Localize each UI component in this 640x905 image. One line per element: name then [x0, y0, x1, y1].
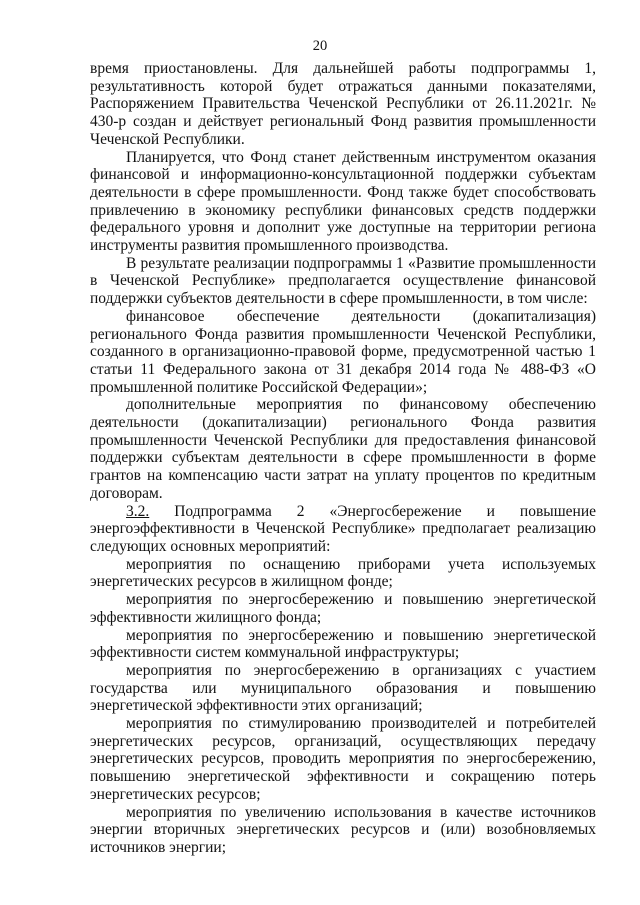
page-number: 20 [312, 38, 328, 54]
list-item-fund-financing: финансовое обеспечение деятельности (докапитализация) регионального Фонда развития промышленности Чеченской Республики, созданного в организационно-правовой форме, предусмотренной частью 1 статьи 11 Федерального закона от 31 декабря 2014 года № 488-ФЗ «О промышленной политике Российской Федерации»; [90, 307, 596, 396]
measure-item: мероприятия по энергосбережению и повышению энергетической эффективности жилищного фонда; [90, 591, 596, 626]
measure-item: мероприятия по увеличению использования в качестве источников энергии вторичных энергетических ресурсов и (или) возобновляемых источников энергии; [90, 803, 596, 856]
paragraph-subprogram-1-results: В результате реализации подпрограммы 1 «Развитие промышленности в Чеченской Республике» предполагается осуществление финансовой поддержки субъектов деятельности в сфере промышленности, в том числе: [90, 254, 596, 308]
paragraph-fund-purpose: Планируется, что Фонд станет действенным инструментом оказания финансовой и информационно-консультационной поддержки субъектам деятельности в сфере промышленности. Фонд также будет способствовать привлечению в экономику республики финансовых средств поддержки федерального уровня и дополнит уже доступные на территории региона инструменты развития промышленного производства. [90, 148, 596, 255]
section-3-2-text: Подпрограмма 2 «Энергосбережение и повышение энергоэффективности в Чеченской Республике» предполагает реализацию следующих основных мероприятий: [90, 502, 596, 555]
measure-item: мероприятия по энергосбережению и повышению энергетической эффективности систем коммунальной инфраструктуры; [90, 626, 596, 662]
document-body [90, 60, 596, 857]
measure-item: мероприятия по энергосбережению в организациях с участием государства или муниципального образования и повышению энергетической эффективности этих организаций; [90, 661, 596, 715]
measure-item: мероприятия по стимулированию производителей и потребителей энергетических ресурсов, организаций, осуществляющих передачу энергетических ресурсов, проводить мероприятия по энергосбережению, повышению энергетической эффективности и сокращению потерь энергетических ресурсов; [90, 715, 596, 803]
list-item-additional-measures: дополнительные мероприятия по финансовому обеспечению деятельности (докапитализации) регионального Фонда развития промышленности Чеченской Республики для предоставления финансовой поддержки субъектам деятельности в сфере промышленности в форме грантов на компенсацию части затрат на уплату процентов по кредитным договорам. [90, 396, 596, 502]
section-number: 3.2. [126, 502, 150, 520]
paragraph-continuation: время приостановлены. Для дальнейшей работы подпрограммы 1, результативность которой будет отражаться данными показателями, Распоряжением Правительства Чеченской Республики от 26.11.2021г. № 430-р создан и действует региональный Фонд развития промышленности Чеченской Республики. [90, 60, 596, 148]
measure-item: мероприятия по оснащению приборами учета используемых энергетических ресурсов в жилищном фонде; [90, 555, 596, 591]
section-3-2-paragraph [90, 503, 596, 556]
